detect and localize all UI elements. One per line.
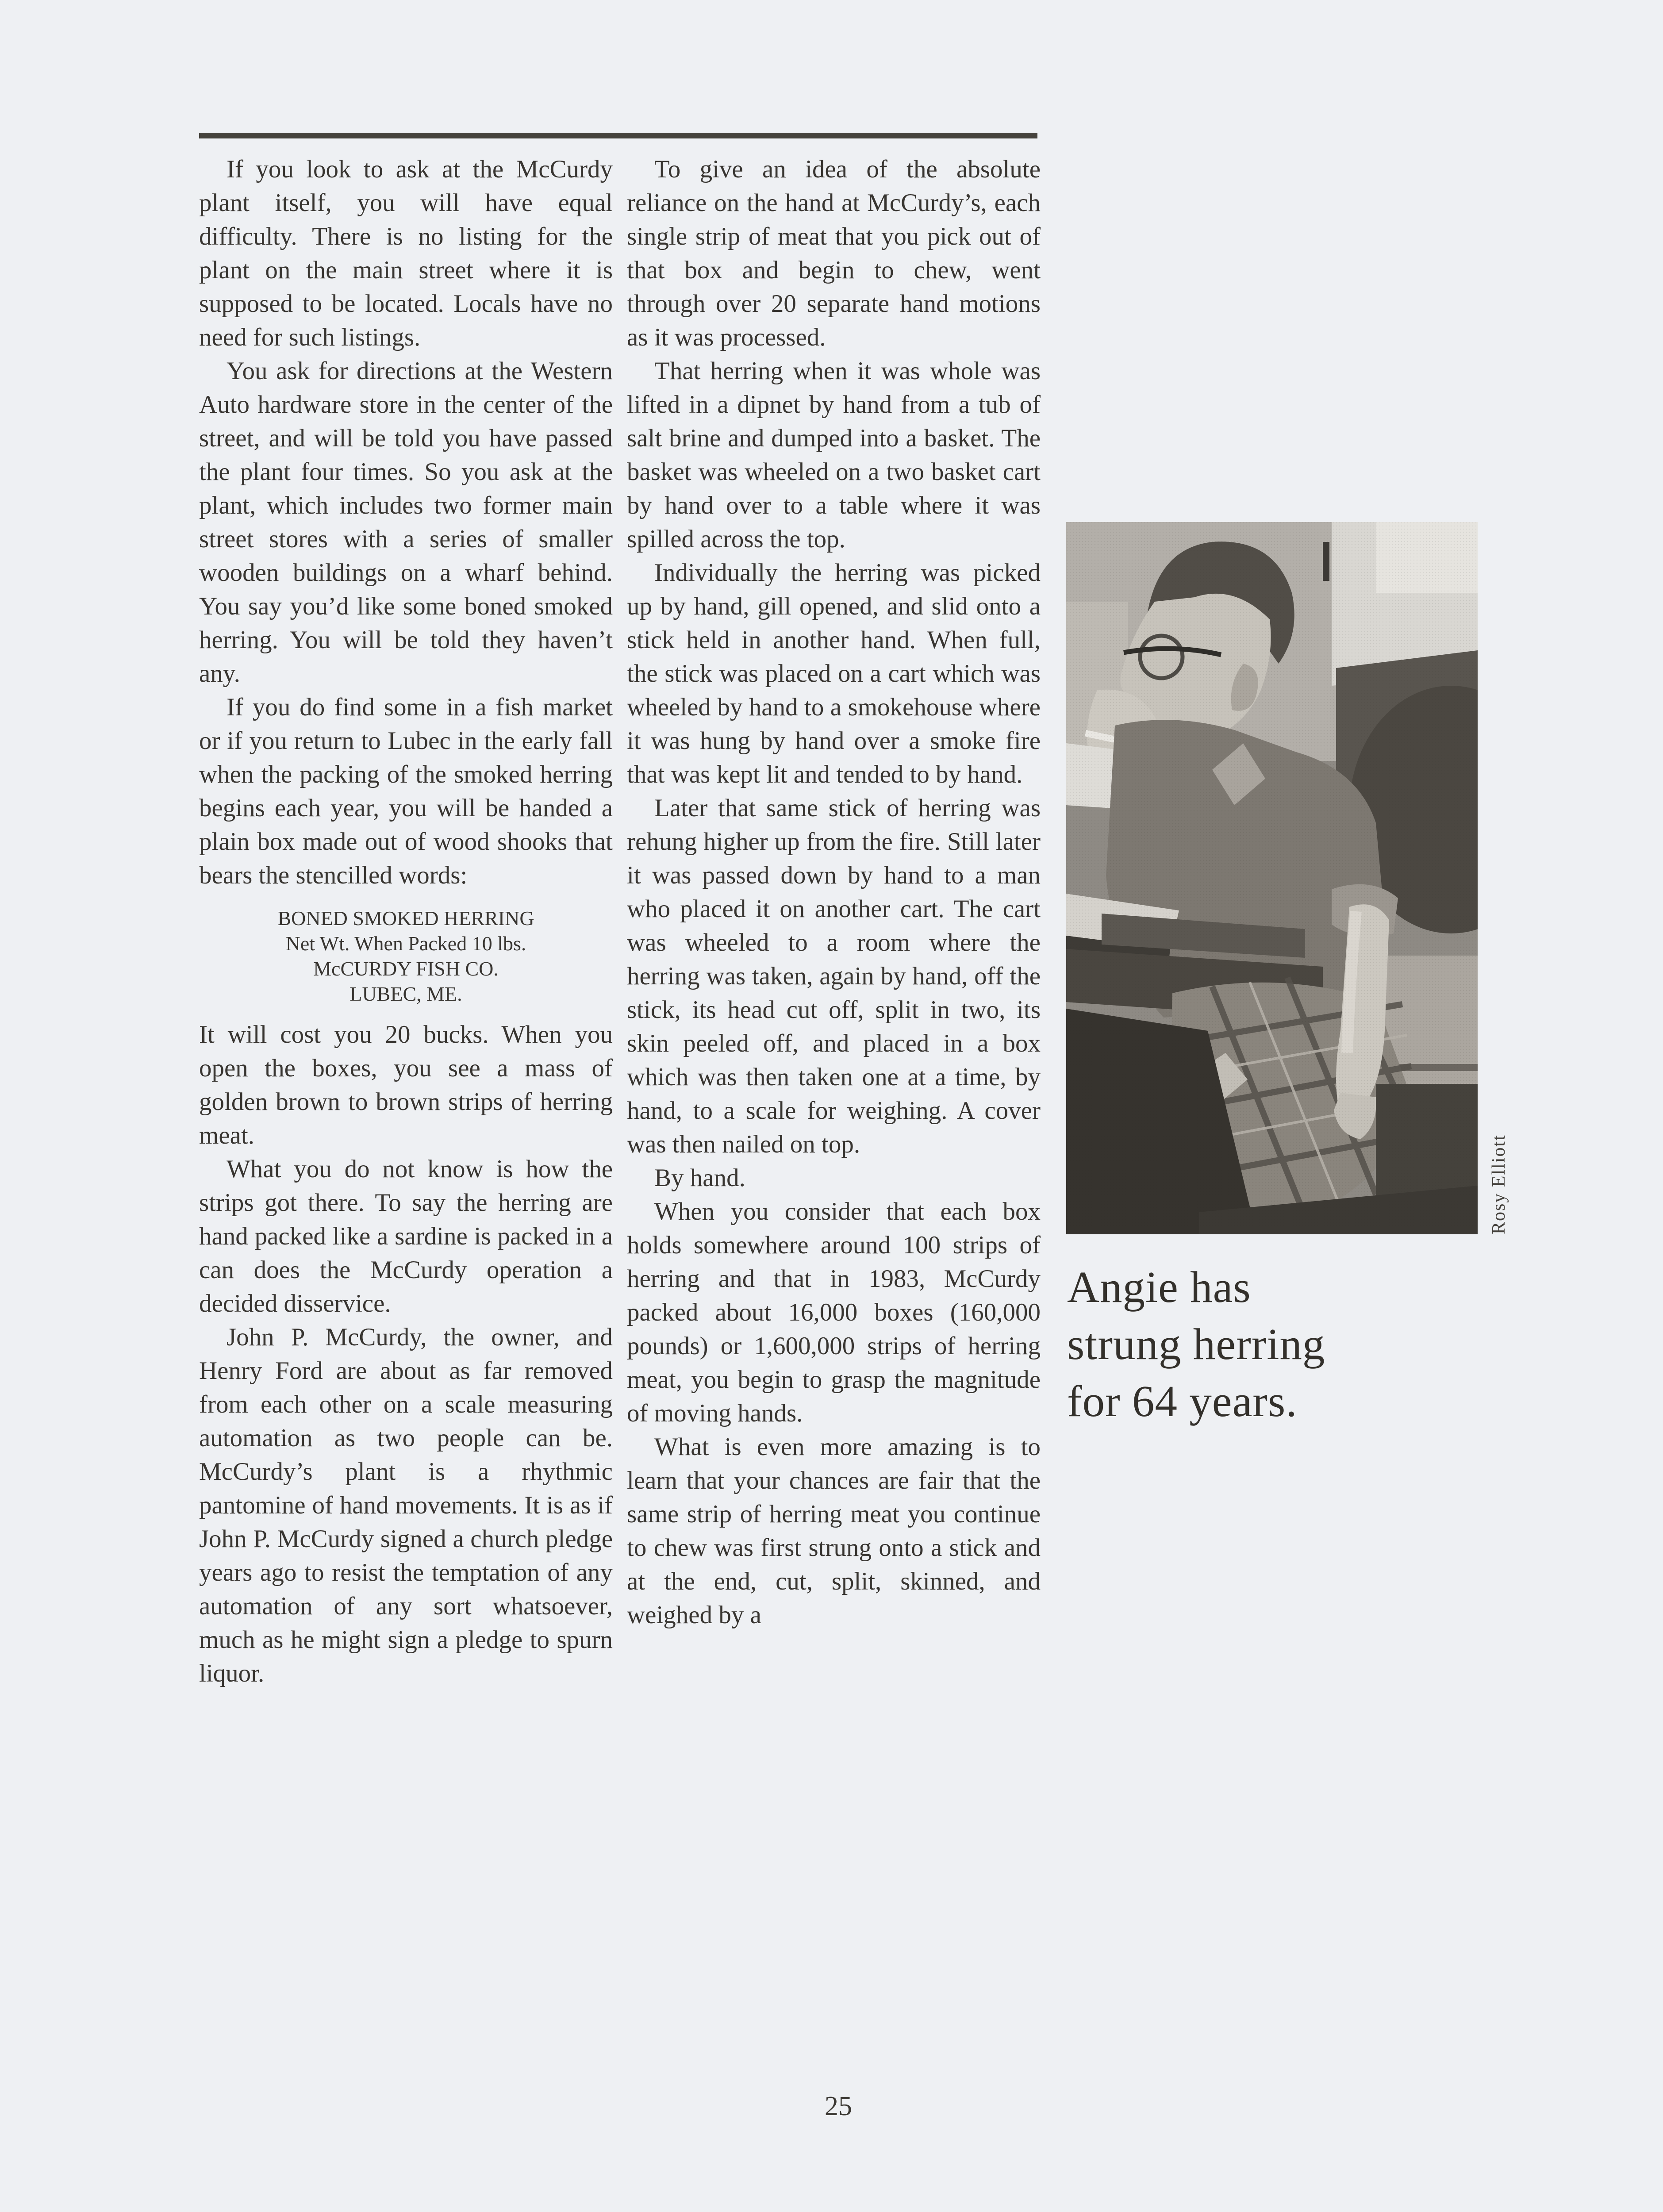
body-paragraph: What is even more amazing is to learn that your chances are fair that the same strip of herring meat you continue to chew was first strung onto a stick and at the end, cut, split, skinned, and weighed by a [627,1433,1041,1629]
body-paragraph: It will cost you 20 bucks. When you open the boxes, you see a mass of golden brown to brown strips of herring meat. [199,1021,613,1149]
body-paragraph: If you do find some in a fish market or if you return to Lubec in the early fall when the packing of the smoked herring begins each year, you will be handed a plain box made out of wood shooks that bears the stencilled words: [199,693,613,889]
body-paragraph: You ask for directions at the Western Auto hardware store in the center of the street, and will be told you have passed the plant four times. So you ask at the plant, which includes two former main street stores with a series of smaller wooden buildings on a wharf behind. You say you’d like some boned smoked herring. You will be told they haven’t any. [199,357,613,687]
photo-caption [1067,1259,1325,1430]
caption-line: Angie has [1067,1262,1251,1312]
page-number: 25 [825,2091,852,2121]
body-paragraph: Individually the herring was picked up by hand, gill opened, and slid onto a stick held in another hand. When full, the stick was placed on a cart which was wheeled by hand to a smokehouse where it was hung by hand over a smoke fire that was kept lit and tended to by hand. [627,559,1041,788]
body-paragraph: Later that same stick of herring was rehung higher up from the fire. Still later it was passed down by hand to a man who placed it on another cart. The cart was wheeled to a room where the herring was taken, again by hand, off the stick, its head cut off, split in two, its skin peeled off, and placed in a box which was then taken one at a time, by hand, to a scale for weighing. A cover was then nailed on top. [627,794,1041,1158]
article-column-left [199,153,613,1690]
photo-credit: Rosy Elliott [1489,1134,1509,1234]
body-paragraph: What you do not know is how the strips got there. To say the herring are hand packed like a sardine is packed in a can does the McCurdy operation a decided disservice. [199,1155,613,1317]
photo-angie-image [1066,522,1478,1234]
article-column-middle [627,153,1041,1632]
body-paragraph: If you look to ask at the McCurdy plant itself, you will have equal difficulty. There is no listing for the plant on the main street where it is supposed to be located. Locals have no need for such listings. [199,155,613,351]
stencil-box-label: BONED SMOKED HERRING Net Wt. When Packed 10 lbs. McCURDY FISH CO. LUBEC, ME. [277,907,534,1005]
caption-line: strung herring [1067,1319,1325,1369]
top-rule [199,133,1037,138]
body-paragraph: When you consider that each box holds somewhere around 100 strips of herring and that in 1983, McCurdy packed about 16,000 boxes (160,000 pounds) or 1,600,000 strips of herring meat, you begin to grasp the magnitude of moving hands. [627,1198,1041,1427]
body-paragraph: John P. McCurdy, the owner, and Henry Ford are about as far removed from each other on a scale measuring automation as two people can be. McCurdy’s plant is a rhythmic pantomine of hand movements. It is as if John P. McCurdy signed a church pledge years ago to resist the temptation of any automation of any sort whatsoever, much as he might sign a pledge to spurn liquor. [199,1323,613,1687]
body-paragraph: That herring when it was whole was lifted in a dipnet by hand from a tub of salt brine and dumped into a basket. The basket was wheeled on a two basket cart by hand over to a table where it was spilled across the top. [627,357,1041,553]
photo-angie [1066,522,1478,1234]
body-paragraph: To give an idea of the absolute reliance on the hand at McCurdy’s, each single strip of meat that you pick out of that box and begin to chew, went through over 20 separate hand motions as it was processed. [627,155,1041,351]
body-paragraph: By hand. [654,1164,745,1192]
caption-line: for 64 years. [1067,1376,1298,1426]
